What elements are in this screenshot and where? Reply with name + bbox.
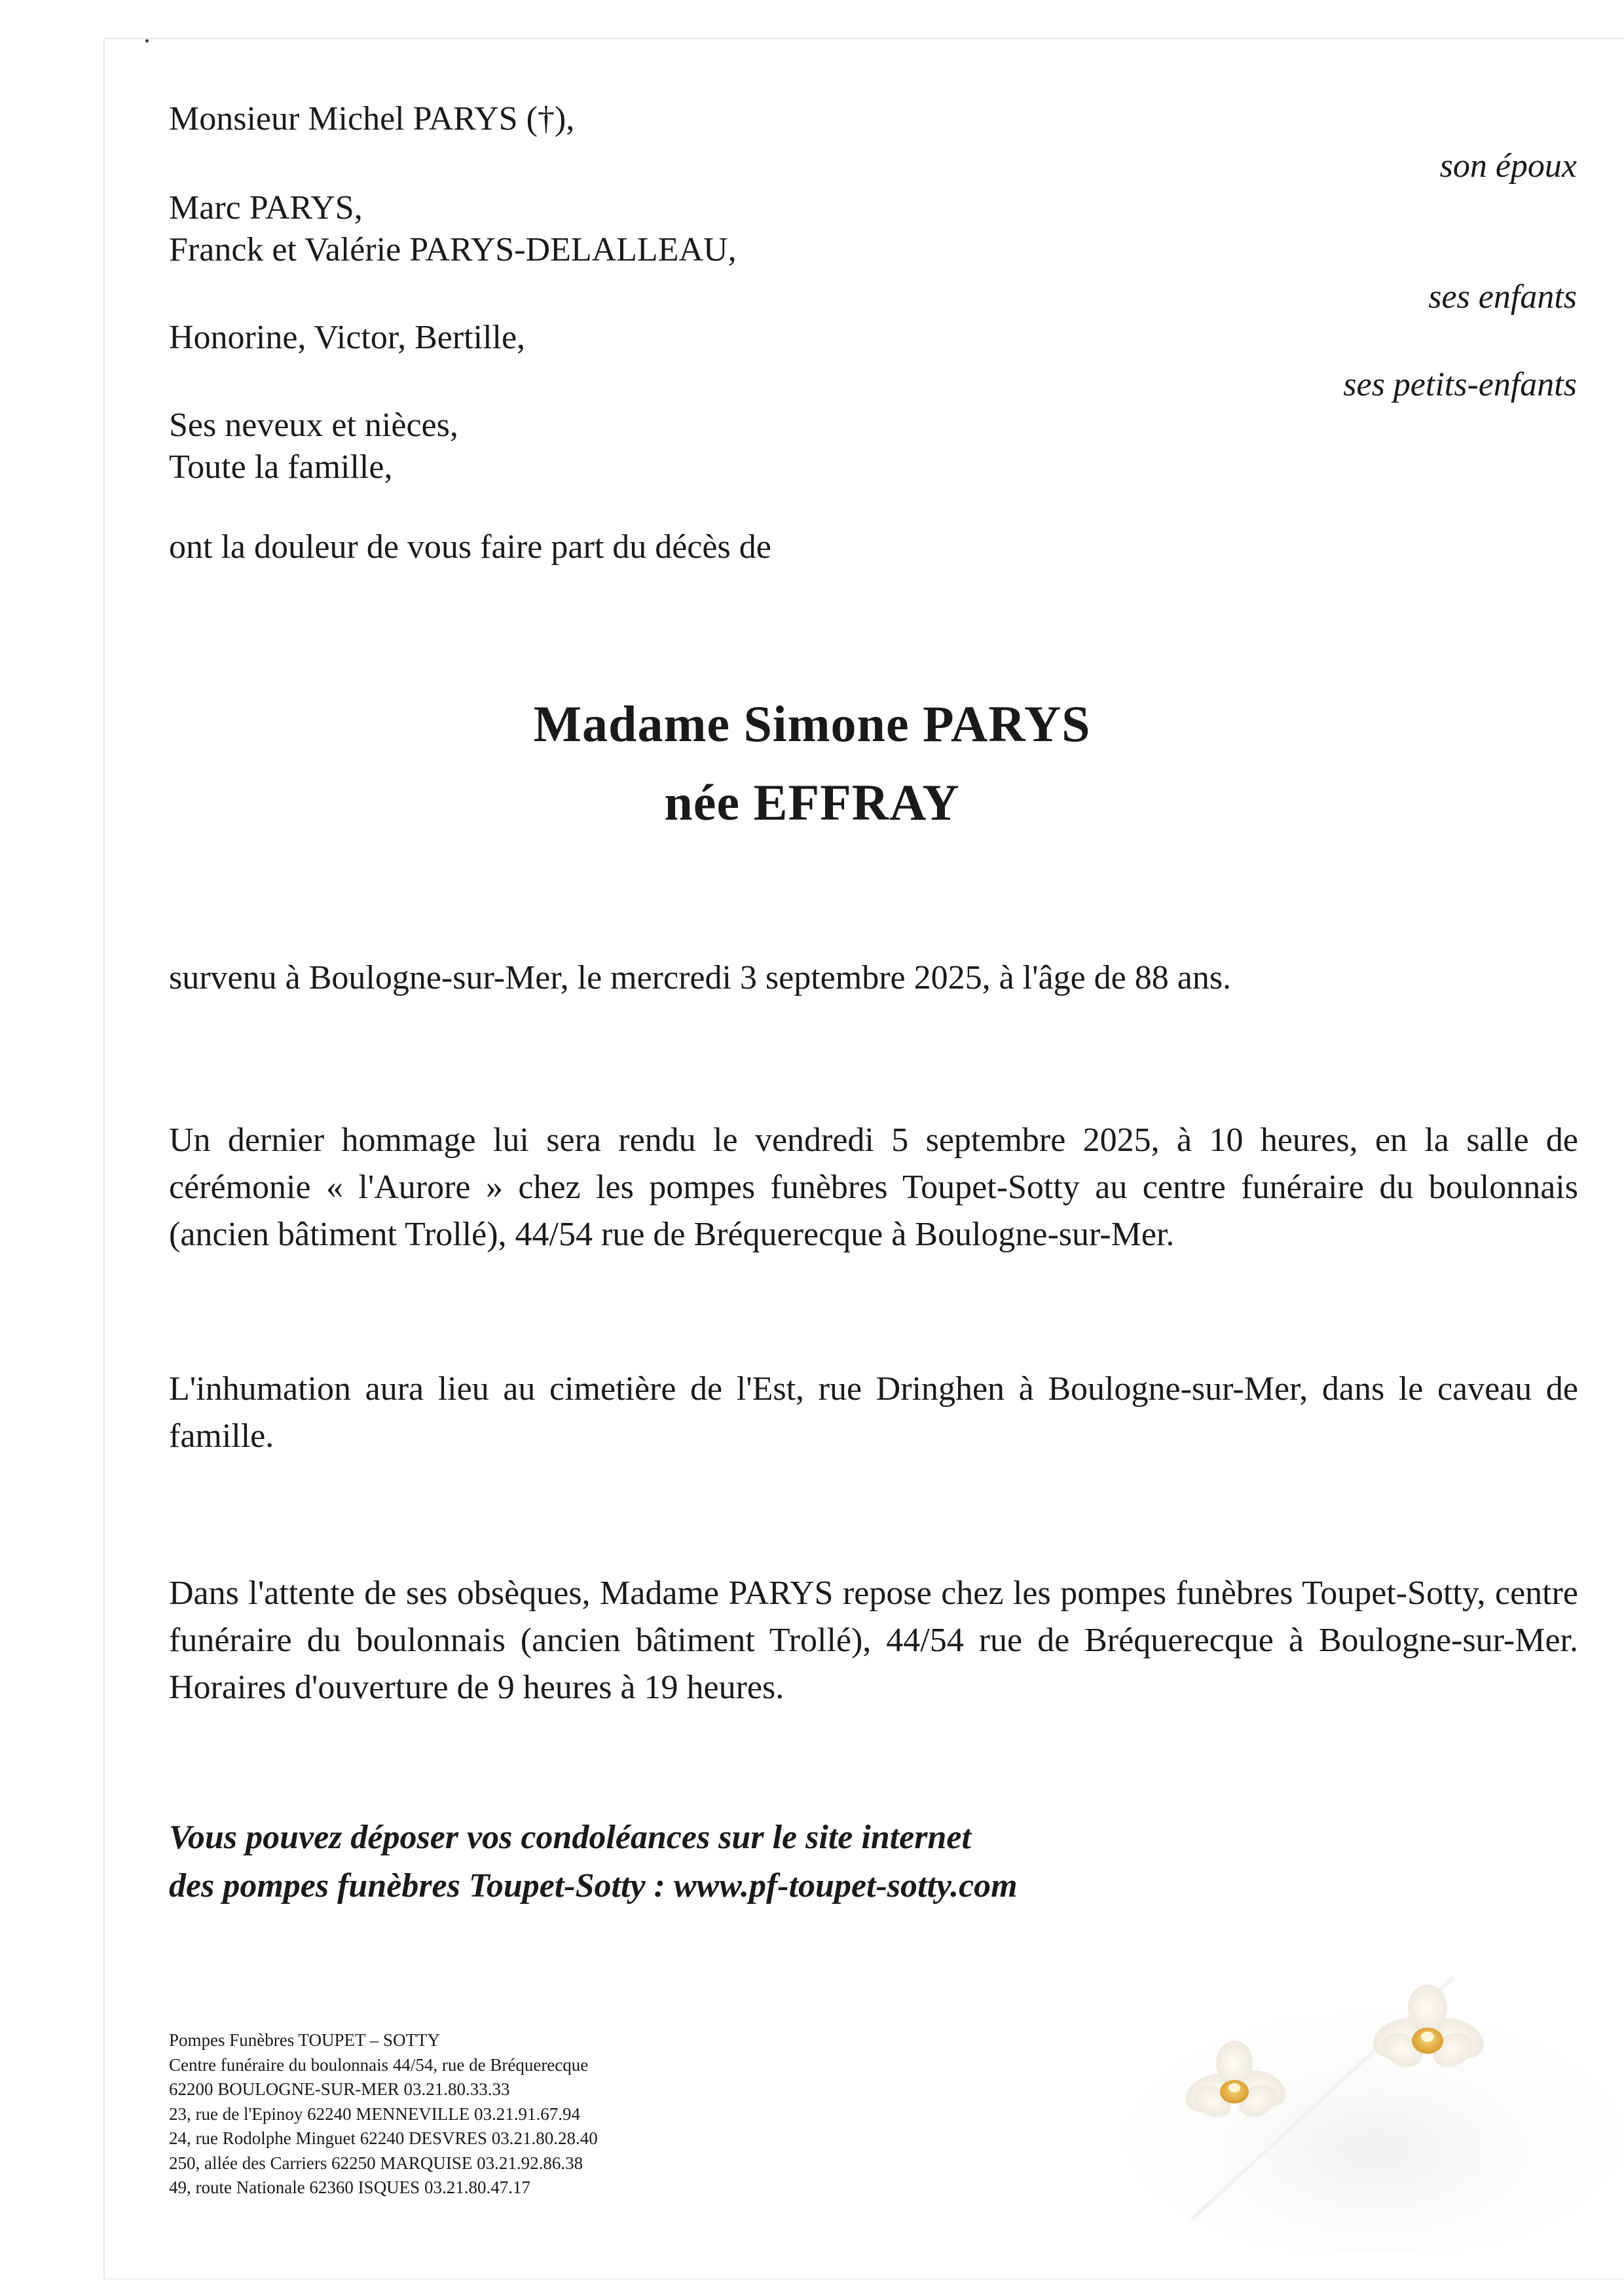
condolences-line-1: Vous pouvez déposer vos condoléances sur le site internet bbox=[169, 1819, 971, 1856]
tribute-paragraph: Un dernier hommage lui sera rendu le vendredi 5 septembre 2025, à 10 heures, en la salle de cérémonie « l'Aurore » chez les pompes funèbres Toupet-Sotty au centre funéraire du boulonnais (ancien bâtiment Trollé), 44/54 rue de Bréquerecque à Boulogne-sur-Mer. bbox=[169, 1121, 1578, 1253]
rest-paragraph: Dans l'attente de ses obsèques, Madame PARYS repose chez les pompes funèbres Toupet-Sotty, centre funéraire du boulonnais (ancien bâtiment Trollé), 44/54 rue de Bréquerecque à Boulogne-sur-Mer. Horaires d'ouverture de 9 heures à 19 heures. bbox=[169, 1575, 1578, 1706]
spouse-role: son époux bbox=[1439, 147, 1577, 185]
child-name-1: Marc PARYS, bbox=[169, 189, 363, 227]
orchid-flowers-decoration bbox=[1113, 1938, 1624, 2252]
footer-line: 24, rue Rodolphe Minguet 62240 DESVRES 03.21.80.28.40 bbox=[169, 2128, 598, 2148]
relatives-line-2: Toute la famille, bbox=[169, 448, 393, 486]
child-name-2: Franck et Valérie PARYS-DELALLEAU, bbox=[169, 231, 737, 268]
burial-paragraph: L'inhumation aura lieu au cimetière de l'Est, rue Dringhen à Boulogne-sur-Mer, dans le caveau de famille. bbox=[169, 1370, 1578, 1455]
footer-line: Centre funéraire du boulonnais 44/54, rue de Bréquerecque bbox=[169, 2054, 589, 2075]
grandchildren-role: ses petits-enfants bbox=[1343, 366, 1577, 403]
footer-company: Pompes Funèbres TOUPET – SOTTY bbox=[169, 2030, 441, 2050]
footer-line: 62200 BOULOGNE-SUR-MER 03.21.80.33.33 bbox=[169, 2079, 510, 2099]
death-details: survenu à Boulogne-sur-Mer, le mercredi 3 septembre 2025, à l'âge de 88 ans. bbox=[169, 959, 1232, 996]
spouse-name: Monsieur Michel PARYS (†), bbox=[169, 100, 575, 137]
condolences-line-2: des pompes funèbres Toupet-Sotty : www.pf-toupet-sotty.com bbox=[169, 1867, 1018, 1904]
grandchildren-names: Honorine, Victor, Bertille, bbox=[169, 319, 526, 356]
footer-line: 49, route Nationale 62360 ISQUES 03.21.80.47.17 bbox=[169, 2178, 530, 2197]
deceased-birth-name: née EFFRAY bbox=[664, 774, 960, 831]
footer-line: 250, allée des Carriers 62250 MARQUISE 03.21.92.86.38 bbox=[169, 2153, 583, 2173]
scan-mark bbox=[145, 39, 149, 43]
footer-line: 23, rue de l'Epinoy 62240 MENNEVILLE 03.21.91.67.94 bbox=[169, 2104, 581, 2124]
relatives-line-1: Ses neveux et nièces, bbox=[169, 407, 458, 444]
children-role: ses enfants bbox=[1428, 278, 1577, 316]
deceased-name: Madame Simone PARYS bbox=[533, 695, 1091, 752]
funeral-home-footer bbox=[169, 2028, 598, 2200]
announcement-text: ont la douleur de vous faire part du décès de bbox=[169, 528, 771, 566]
